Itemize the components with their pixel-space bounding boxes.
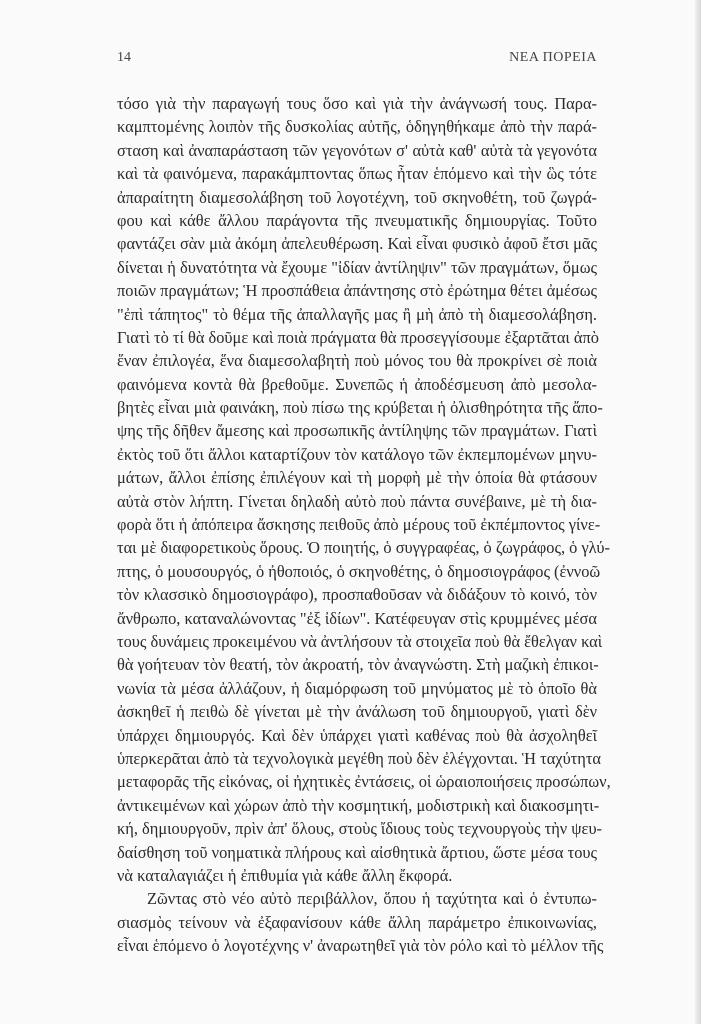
text-line: τους δυνάμεις προκειμένου νὰ ἀντλήσουν τὰ στοιχεῖα ποὺ θὰ ἔθελγαν καὶ xyxy=(117,631,603,651)
text-line: τὸν κλασσικὸ δημοσιογράφο), προσπαθοῦσαν νὰ διδάξουν τὸ κοινό, τὸν xyxy=(117,585,597,605)
text-line: κή, δημιουργοῦν, πρὶν ἀπ' ὅλους, στοὺς ἴδιους τοὺς τεχνουργοὺς τὴν ψευ- xyxy=(117,819,603,839)
text-line: δαίσθηση τοῦ νοηματικὰ πλήρους καὶ αἰσθητικὰ ἄρτιου, ὥστε μέσα τους xyxy=(117,842,597,862)
text-line: ὑπερκερᾶται ἀπὸ τὰ τεχνολογικὰ μεγέθη ποὺ δὲν ἐλέγχονται. Ἡ ταχύτητα xyxy=(117,748,602,768)
text-line: ἀπαραίτητη διαμεσολάβηση τοῦ λογοτέχνη, τοῦ σκηνοθέτη, τοῦ ζωγρά- xyxy=(117,187,597,207)
text-line: σταση καὶ ἀναπαράσταση τῶν γεγονότων σ' αὐτὰ καθ' αὐτὰ τὰ γεγονότα xyxy=(117,140,597,160)
text-line: νὰ καταλαγιάζει ἡ ἐπιθυμία γιὰ κάθε ἄλλη ἔκφορά. xyxy=(117,865,453,885)
text-line: ἕναν ἐπιλογέα, ἕνα διαμεσολαβητὴ ποὺ μόνος του θὰ προκρίνει σὲ ποιὰ xyxy=(117,351,597,371)
text-line: ἄνθρωπο, καταναλώνοντας "ἐξ ἰδίων". Κατέφευγαν στὶς κρυμμένες μέσα xyxy=(117,608,597,628)
running-title: ΝΕΑ ΠΟΡΕΙΑ xyxy=(509,50,597,65)
text-line: νωνία τὰ μέσα ἀλλάζουν, ἡ διαμόρφωση τοῦ μηνύματος μὲ τὸ ὁποῖο θὰ xyxy=(117,678,597,698)
text-line: ποιῶν πραγμάτων; Ἡ προσπάθεια ἀπάντησης στὸ ἐρώτημα θέτει ἀμέσως xyxy=(117,281,597,301)
text-line: φου καὶ κάθε ἄλλου παράγοντα τῆς πνευματικῆς δημιουργίας. Τοῦτο xyxy=(117,210,597,230)
text-line: πτης, ὁ μουσουργός, ὁ ἠθοποιός, ὁ σκηνοθέτης, ὁ δημοσιογράφος (ἐννοῶ xyxy=(117,561,601,581)
text-line: καμπτομένης λοιπὸν τῆς δυσκολίας αὐτῆς, ὁδηγηθήκαμε ἀπὸ τὴν παρά- xyxy=(117,117,597,137)
text-line: τόσο γιὰ τὴν παραγωγή τους ὅσο καὶ γιὰ τὴν ἀνάγνωσή τους. Παρα- xyxy=(117,94,597,113)
text-line: ἐκτὸς τοῦ ὅτι ἄλλοι καταρτίζουν τὸν κατάλογο τῶν ἐκπεμπομένων μηνυ- xyxy=(117,444,597,464)
text-line: ψης τῆς δῆθεν ἄμεσης καὶ προσωπικῆς ἀντίληψης τῶν πραγμάτων. Γιατὶ xyxy=(117,421,597,441)
running-header xyxy=(117,50,597,70)
text-line: Γιατὶ τὸ τί θὰ δοῦμε καὶ ποιὰ πράγματα θὰ προσεγγίσουμε ἐξαρτᾶται ἀπὸ xyxy=(117,327,599,347)
text-line: θὰ γοήτευαν τὸν θεατή, τὸν ἀκροατή, τὸν ἀναγνώστη. Στὴ μαζικὴ ἐπικοι- xyxy=(117,655,599,675)
text-line: δίνεται ἡ δυνατότητα νὰ ἔχουμε "ἰδίαν ἀντίληψιν" τῶν πραγμάτων, ὅμως xyxy=(117,257,597,277)
text-line: μεταφορᾶς τῆς εἰκόνας, οἱ ἠχητικὲς ἐντάσεις, οἱ ὡραιοποιήσεις προσώπων, xyxy=(117,772,611,792)
text-line: φαντάζει σὰν μιὰ ἀκόμη ἀπελευθέρωση. Καὶ εἶναι φυσικὸ ἀφοῦ ἔτσι μᾶς xyxy=(117,234,597,254)
scan-page-edge xyxy=(695,0,701,1024)
text-line: φαινόμενα κοντὰ θὰ βρεθοῦμε. Συνεπῶς ἡ ἀποδέσμευση ἀπὸ μεσολα- xyxy=(117,374,597,394)
paragraph-start-line: Ζῶντας στὸ νέο αὐτὸ περιβάλλον, ὅπου ἡ ταχύτητα καὶ ὁ ἐντυπω- xyxy=(147,889,597,909)
page-number: 14 xyxy=(117,50,131,65)
text-line: "ἐπὶ τάπητος" τὸ θέμα τῆς ἀπαλλαγῆς μας ἢ μὴ ἀπὸ τὴ διαμεσολάβηση. xyxy=(117,304,597,324)
text-line: ἀσκηθεῖ ἡ πειθὼ δὲ γίνεται μὲ τὴν ἀνάλωση τοῦ δημιουργοῦ, γιατὶ δὲν xyxy=(117,702,597,722)
text-line: σιασμὸς τείνουν νὰ ἐξαφανίσουν κάθε ἄλλη παράμετρο ἐπικοινωνίας, xyxy=(117,912,597,932)
text-line: ὑπάρχει δημιουργός. Καὶ δὲν ὑπάρχει γιατὶ καθένας ποὺ θὰ ἀσχοληθεῖ xyxy=(117,725,597,745)
text-line: φορὰ ὅτι ἡ ἀπόπειρα ἄσκησης πειθοῦς ἀπὸ μέρους τοῦ ἐκπέμποντος γίνε- xyxy=(117,515,601,535)
text-line: ἀντικειμένων καὶ χώρων ἀπὸ τὴν κοσμητική, μοδιστρικὴ καὶ διακοσμητι- xyxy=(117,795,600,815)
text-line: καὶ τὰ φαινόμενα, παρακάμπτοντας ὅπως ἦταν ἑπόμενο καὶ τὴν ὣς τότε xyxy=(117,164,597,184)
text-line: μάτων, ἄλλοι ἐπίσης ἐπιλέγουν καὶ τὴ μορφὴ μὲ τὴν ὁποία θὰ φτάσουν xyxy=(117,468,597,488)
text-line: βητὲς εἶναι μιὰ φαινάκη, ποὺ πίσω της κρύβεται ἡ ὀλισθηρότητα τῆς ἄπο- xyxy=(117,398,603,418)
text-line: εἶναι ἑπόμενο ὁ λογοτέχνης ν' ἀναρωτηθεῖ γιὰ τὸν ρόλο καὶ τὸ μέλλον τῆς xyxy=(117,936,604,956)
text-line: ται μὲ διαφορετικοὺς ὅρους. Ὁ ποιητής, ὁ συγγραφέας, ὁ ζωγράφος, ὁ γλύ- xyxy=(117,538,610,558)
body-text xyxy=(117,92,611,957)
text-line: αὐτὰ στὸν λήπτη. Γίνεται δηλαδὴ αὐτὸ ποὺ πάντα συνέβαινε, μὲ τὴ δια- xyxy=(117,491,597,511)
